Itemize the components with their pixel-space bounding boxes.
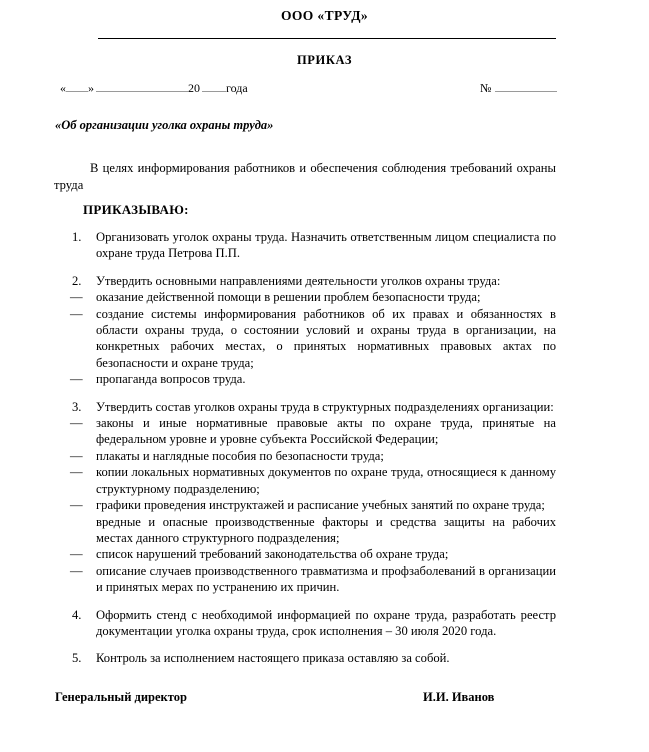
order-item-marker: 1. [72, 230, 82, 244]
order-item-marker: 2. [72, 273, 82, 288]
order-subitem-text: оказание действенной помощи в решении проблем безопасности труда; [96, 290, 481, 305]
order-subitem [54, 464, 556, 497]
document-number-group [480, 80, 557, 96]
document-type-heading: ПРИКАЗ [296, 53, 353, 67]
order-subitem-text: плакаты и наглядные пособия по безопасности труда; [96, 448, 384, 463]
dash-marker: — [70, 498, 82, 513]
order-subitem [54, 546, 556, 562]
order-items-list [54, 229, 556, 667]
document-date-group [60, 80, 248, 96]
dash-marker: — [70, 448, 82, 463]
order-subitem [54, 415, 556, 448]
order-item-marker: 5. [72, 651, 82, 666]
order-subitem [54, 514, 556, 547]
order-keyword: ПРИКАЗЫВАЮ: [83, 202, 189, 217]
order-item [54, 607, 556, 640]
document-meta-line [60, 80, 560, 96]
order-item-text: Утвердить состав уголков охраны труда в структурных подразделениях организации: [96, 399, 554, 414]
order-subitem-text: создание системы информирования работников об их правах и обязанностях в области охраны труда, о состоянии условий и охраны труда в организации, на конкретных рабочих местах, о принятых нормативных правовых актах по безопасности и охране труда; [96, 306, 556, 370]
order-item [54, 650, 556, 666]
order-subitem-text: законы и иные нормативные правовые акты по охране труда, принятые на федеральном уровне и уровне субъекта Российской Федерации; [96, 416, 556, 447]
dash-marker: — [70, 547, 82, 562]
order-item-marker: 3. [72, 399, 82, 414]
day-blank-field[interactable] [66, 80, 88, 92]
order-item-text: Организовать уголок охраны труда. Назначить ответственным лицом специалиста по охране труда Петрова П.П. [96, 230, 556, 261]
quote-open: « [60, 81, 66, 95]
order-subitem-text: вредные и опасные производственные факторы и средства защиты на рабочих местах данного структурного подразделения; [96, 514, 556, 545]
order-subitem-text: копии локальных нормативных документов по охране труда, относящиеся к данному структурному подразделению; [96, 465, 556, 496]
signatory-name: И.И. Иванов [423, 690, 495, 704]
order-subitem [54, 306, 556, 372]
dash-marker: — [70, 416, 82, 431]
order-subitem-text: список нарушений требований законодательства об охране труда; [96, 547, 449, 562]
document-preamble: В целях информирования работников и обеспечения соблюдения требований охраны труда [54, 161, 556, 192]
header-divider-rule [98, 38, 556, 39]
order-item-marker: 4. [72, 607, 82, 622]
number-symbol: № [480, 81, 492, 95]
dash-marker: — [70, 306, 82, 321]
order-subitem [54, 289, 556, 305]
order-subitem [54, 448, 556, 464]
order-subitem [54, 563, 556, 596]
order-item-text: Контроль за исполнением настоящего приказа оставляю за собой. [96, 651, 450, 666]
order-item [54, 229, 556, 262]
year-blank-field[interactable] [202, 80, 226, 92]
dash-marker: — [70, 372, 82, 387]
order-item [54, 399, 556, 415]
number-blank-field[interactable] [495, 80, 557, 92]
order-subitem-text: графики проведения инструктажей и расписание учебных занятий по охране труда; [96, 498, 545, 513]
year-word: года [226, 81, 248, 95]
signatory-role: Генеральный директор [55, 690, 187, 704]
month-blank-field[interactable] [96, 80, 188, 92]
order-item-text: Оформить стенд с необходимой информацией по охране труда, разработать реестр документации уголка охраны труда, срок исполнения – 30 июля 2020 года. [96, 607, 556, 638]
order-subitem [54, 371, 556, 387]
order-subitem-text: описание случаев производственного травматизма и профзаболеваний в организации и принятых мерах по устранению их причин. [96, 563, 556, 595]
dash-marker: — [70, 465, 82, 480]
organization-title: ООО «ТРУД» [280, 8, 369, 23]
quote-close: » [88, 81, 94, 95]
order-subitem-text: пропаганда вопросов труда. [96, 372, 246, 387]
dash-marker: — [70, 563, 82, 578]
year-prefix: 20 [188, 81, 200, 95]
order-subitem [54, 497, 556, 513]
order-item-text: Утвердить основными направлениями деятельности уголков охраны труда: [96, 273, 501, 288]
order-item [54, 273, 556, 289]
dash-marker: — [70, 290, 82, 305]
document-subject: «Об организации уголка охраны труда» [55, 118, 274, 132]
